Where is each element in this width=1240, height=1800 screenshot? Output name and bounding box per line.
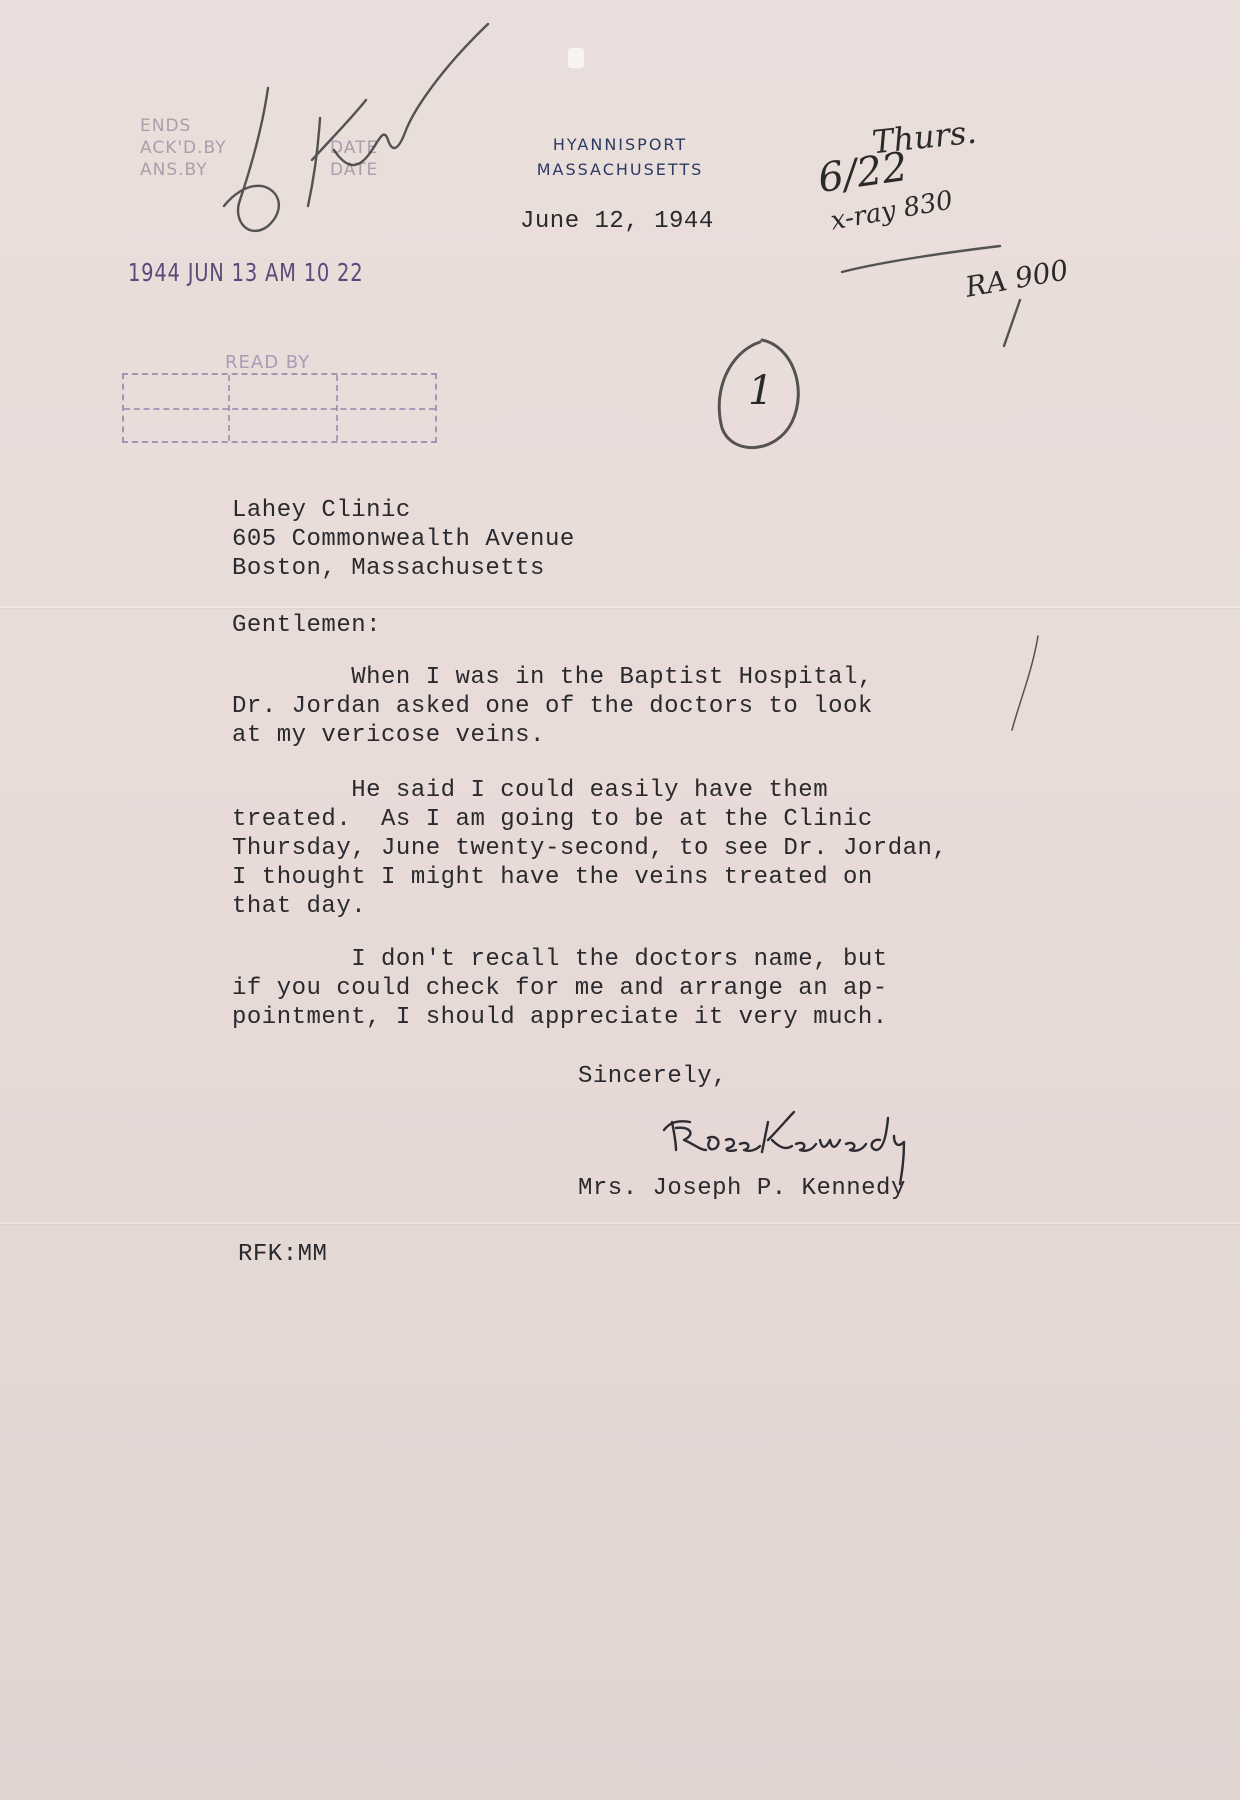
recipient-name: Lahey Clinic <box>232 497 411 524</box>
office-stamp-right <box>330 115 378 181</box>
paragraph-line: treated. As I am going to be at the Clinic <box>232 806 873 833</box>
handwritten-day: Thurs. <box>870 112 979 162</box>
pencil-initial-j <box>224 88 279 231</box>
paper-fold <box>0 1222 1240 1224</box>
body-paragraph-1 <box>232 663 873 750</box>
paragraph-line: He said I could easily have them <box>232 777 829 804</box>
recipient-address <box>232 496 575 583</box>
paragraph-line: that day. <box>232 893 367 920</box>
handwritten-date: 6/22 <box>815 143 911 203</box>
punch-hole <box>568 48 584 68</box>
body-paragraph-3 <box>232 945 888 1032</box>
letter-date: June 12, 1944 <box>520 208 714 235</box>
stamp-line: DATE <box>330 160 379 180</box>
stamp-line: DATE <box>330 138 379 158</box>
paragraph-line: When I was in the Baptist Hospital, <box>232 664 873 691</box>
handwritten-circled-number: 1 <box>748 368 774 414</box>
paragraph-line: if you could check for me and arrange an ap- <box>232 975 888 1002</box>
paragraph-line: I don't recall the doctors name, but <box>232 946 888 973</box>
letterhead <box>480 132 760 182</box>
paragraph-line: pointment, I should appreciate it very much. <box>232 1004 888 1031</box>
signer-name: Mrs. Joseph P. Kennedy <box>578 1175 906 1202</box>
paragraph-line: Dr. Jordan asked one of the doctors to look <box>232 693 873 720</box>
closing: Sincerely, <box>578 1063 728 1090</box>
salutation: Gentlemen: <box>232 612 382 639</box>
stamp-line: ENDS <box>140 116 192 136</box>
read-by-stamp-box <box>122 373 437 443</box>
body-paragraph-2 <box>232 776 947 921</box>
letterhead-town: HYANNISPORT <box>552 135 688 154</box>
pencil-tick <box>1004 300 1020 346</box>
handwritten-appointment: RA 900 <box>962 253 1071 304</box>
read-by-stamp-label: READ BY <box>225 352 311 373</box>
received-date-stamp: 1944 JUN 13 AM 10 22 <box>128 258 364 287</box>
paragraph-line: I thought I might have the veins treated on <box>232 864 873 891</box>
paragraph-line: at my vericose veins. <box>232 722 545 749</box>
stamp-line: ANS.BY <box>140 160 208 180</box>
office-stamp-left <box>140 115 227 181</box>
stamp-line: ACK'D.BY <box>140 138 227 158</box>
margin-mark <box>1012 636 1038 730</box>
pencil-initial-stroke <box>308 118 320 206</box>
recipient-street: 605 Commonwealth Avenue <box>232 526 575 553</box>
paragraph-line: Thursday, June twenty-second, to see Dr. Jordan, <box>232 835 948 862</box>
handwritten-xray-time: x-ray 830 <box>828 185 956 237</box>
reference-initials: RFK:MM <box>238 1241 328 1268</box>
recipient-city: Boston, Massachusetts <box>232 555 545 582</box>
letterhead-state: MASSACHUSETTS <box>536 160 704 179</box>
paper-fold <box>0 606 1240 608</box>
